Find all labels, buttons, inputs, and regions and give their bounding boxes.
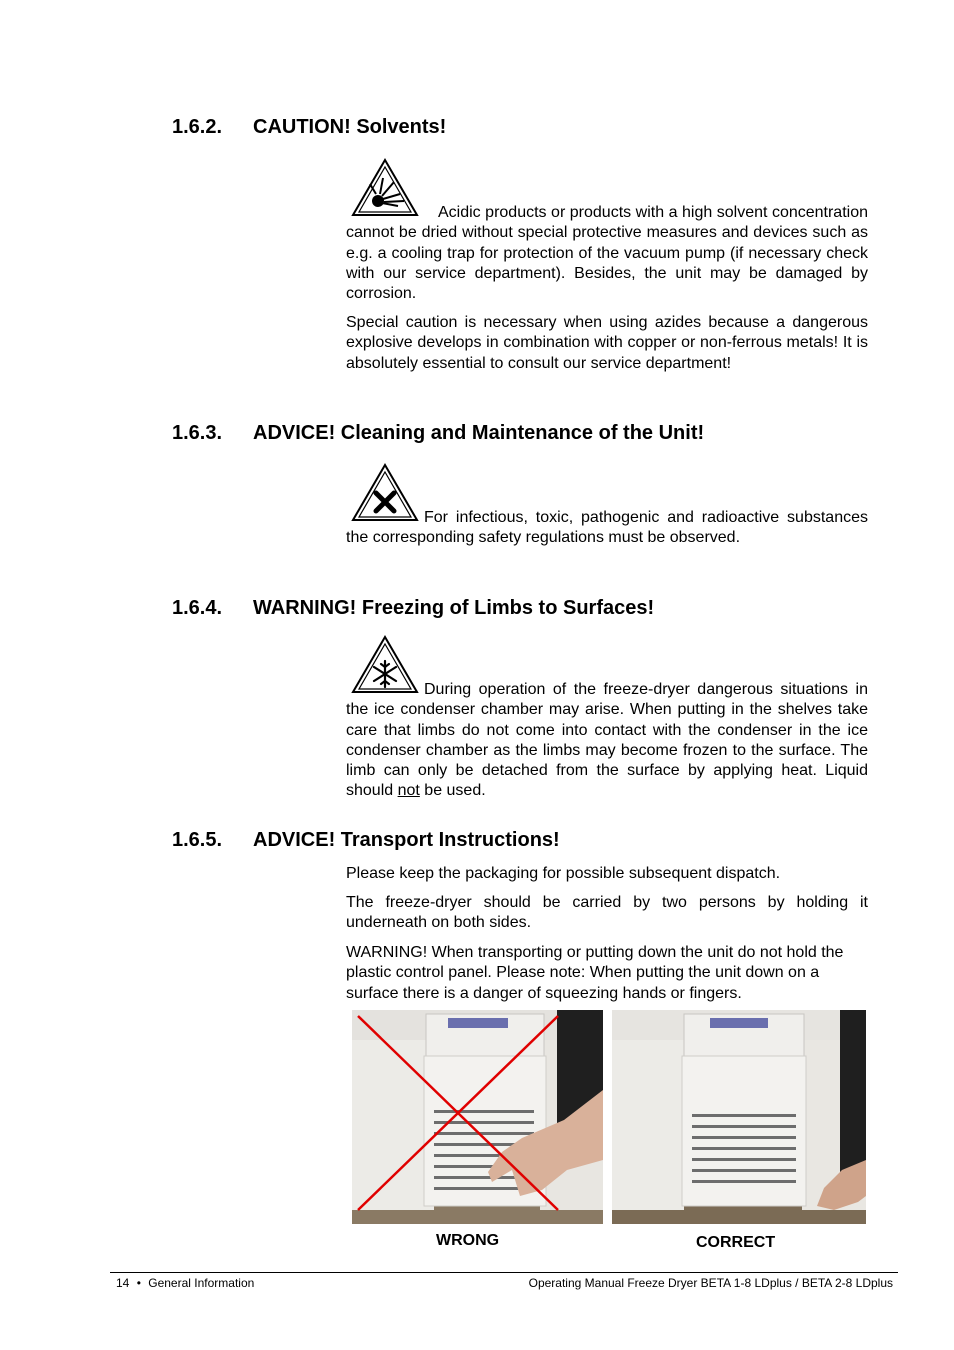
heading-title: WARNING! Freezing of Limbs to Surfaces! bbox=[253, 597, 655, 619]
underlined-word: not bbox=[397, 782, 420, 800]
paragraph: The freeze-dryer should be carried by two persons by holding it underneath on both sides. bbox=[346, 894, 868, 932]
heading-number: 1.6.5. bbox=[172, 829, 223, 851]
footer-document-title: Operating Manual Freeze Dryer BETA 1-8 LDplus / BETA 2-8 LDplus bbox=[528, 1276, 893, 1290]
paragraph: Please keep the packaging for possible subsequent dispatch. bbox=[346, 865, 781, 882]
paragraph: Acidic products or products with a high solvent concentration cannot be dried without special protective measures and devices such as e.g. a cooling trap for protection of the vacuum pump (if necessary check with our service department). Besides, the unit may be damaged by corrosion. bbox=[346, 204, 868, 303]
heading-number: 1.6.4. bbox=[172, 597, 223, 619]
page-number: 14 bbox=[116, 1276, 130, 1290]
paragraph: WARNING! When transporting or putting down the unit do not hold the plastic control panel. Please note: When putting the unit down on a surface there is a danger of squeezing hands or fingers. bbox=[346, 944, 844, 1002]
heading-title: CAUTION! Solvents! bbox=[253, 116, 447, 138]
caption-wrong: WRONG bbox=[436, 1232, 500, 1249]
photo-correct-handling bbox=[612, 1010, 866, 1224]
heading-1-6-3 bbox=[172, 422, 704, 445]
heading-title: ADVICE! Transport Instructions! bbox=[253, 829, 560, 851]
paragraph-text: During operation of the freeze-dryer dangerous situations in the ice condenser chamber may arise. When putting in the shelves take care that limbs do not come into contact with the condenser in the ice condenser chamber as the limbs may become frozen to the surface. The limb can only be detached from the surface by applying heat. Liquid should bbox=[346, 681, 868, 800]
heading-number: 1.6.3. bbox=[172, 422, 223, 444]
photo-wrong-handling bbox=[352, 1010, 603, 1224]
heading-1-6-5 bbox=[172, 829, 560, 852]
heading-1-6-2 bbox=[172, 116, 446, 139]
footer-bullet: • bbox=[136, 1276, 141, 1290]
paragraph-text: be used. bbox=[419, 782, 486, 800]
footer-left bbox=[116, 1276, 254, 1290]
footer-divider bbox=[110, 1272, 898, 1273]
footer-section: General Information bbox=[148, 1276, 255, 1290]
paragraph: For infectious, toxic, pathogenic and radioactive substances the corresponding safety regulations must be observed. bbox=[346, 509, 868, 547]
paragraph: Special caution is necessary when using azides because a dangerous explosive develops in combination with copper or non-ferrous metals! It is absolutely essential to consult our service department! bbox=[346, 314, 868, 372]
paragraph bbox=[346, 680, 868, 802]
heading-1-6-4 bbox=[172, 597, 654, 620]
heading-number: 1.6.2. bbox=[172, 116, 223, 138]
caption-correct: CORRECT bbox=[696, 1234, 776, 1251]
heading-title: ADVICE! Cleaning and Maintenance of the Unit! bbox=[253, 422, 705, 444]
